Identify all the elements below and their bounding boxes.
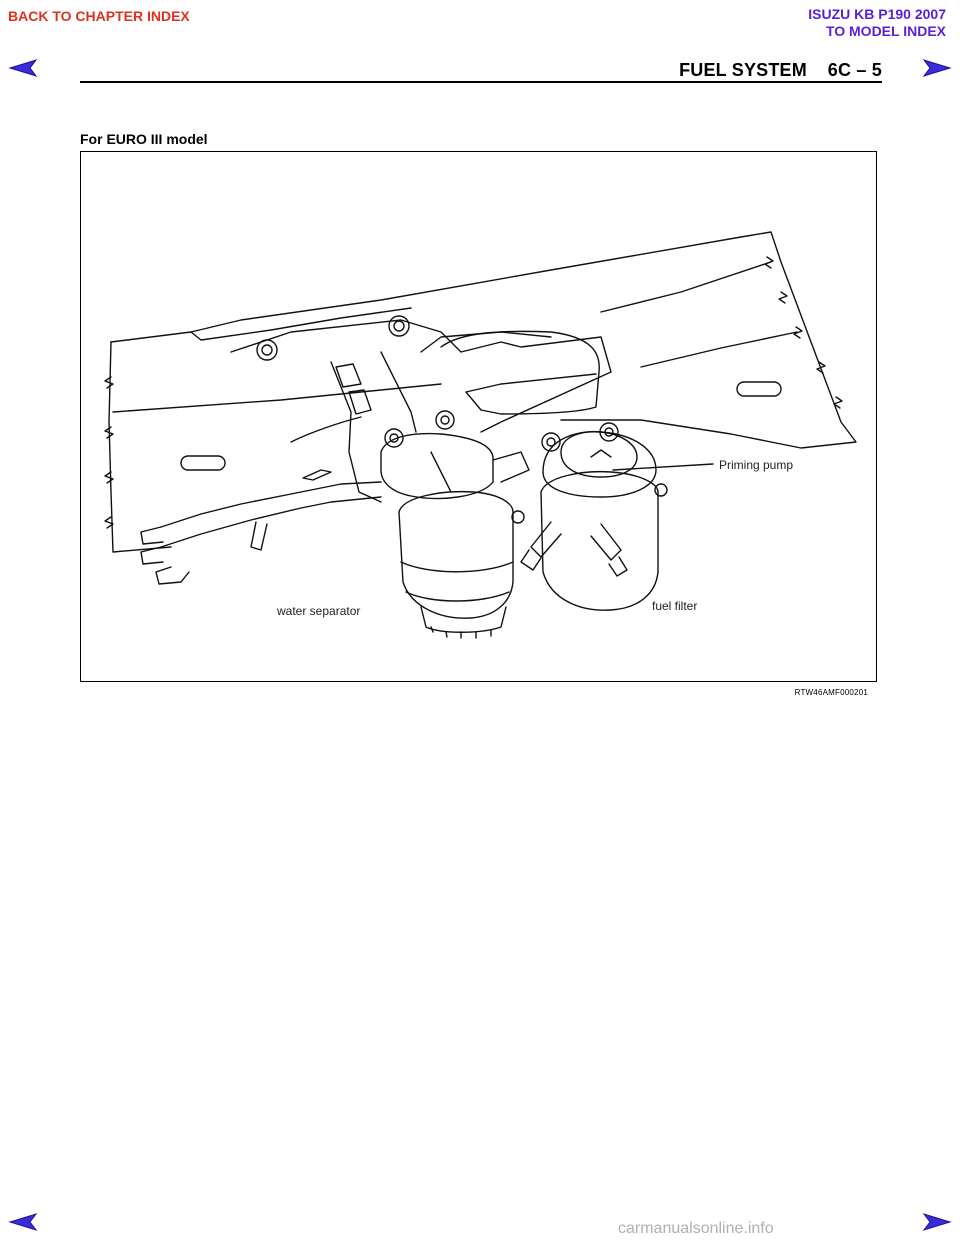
water-separator-label: water separator bbox=[277, 604, 361, 618]
section-title: FUEL SYSTEM 6C – 5 bbox=[679, 60, 882, 80]
fuel-system-figure bbox=[80, 151, 877, 682]
subheading: For EURO III model bbox=[80, 131, 208, 147]
model-name-label: ISUZU KB P190 2007 bbox=[808, 6, 946, 22]
prev-page-arrow-icon[interactable] bbox=[8, 58, 38, 78]
back-to-chapter-index-link[interactable]: BACK TO CHAPTER INDEX bbox=[8, 8, 190, 24]
next-page-arrow-icon[interactable] bbox=[922, 58, 952, 78]
figure-code: RTW46AMF000201 bbox=[794, 688, 868, 697]
fuel-filter-label: fuel filter bbox=[652, 599, 698, 613]
fuel-filter-illustration bbox=[81, 152, 878, 683]
prev-page-arrow-icon[interactable] bbox=[8, 1212, 38, 1232]
watermark: carmanualsonline.info bbox=[618, 1220, 774, 1237]
model-index-link[interactable] bbox=[808, 6, 946, 40]
to-model-index-link[interactable]: TO MODEL INDEX bbox=[825, 23, 946, 39]
priming-pump-label: Priming pump bbox=[719, 458, 794, 472]
header-divider bbox=[80, 81, 882, 83]
next-page-arrow-icon[interactable] bbox=[922, 1212, 952, 1232]
